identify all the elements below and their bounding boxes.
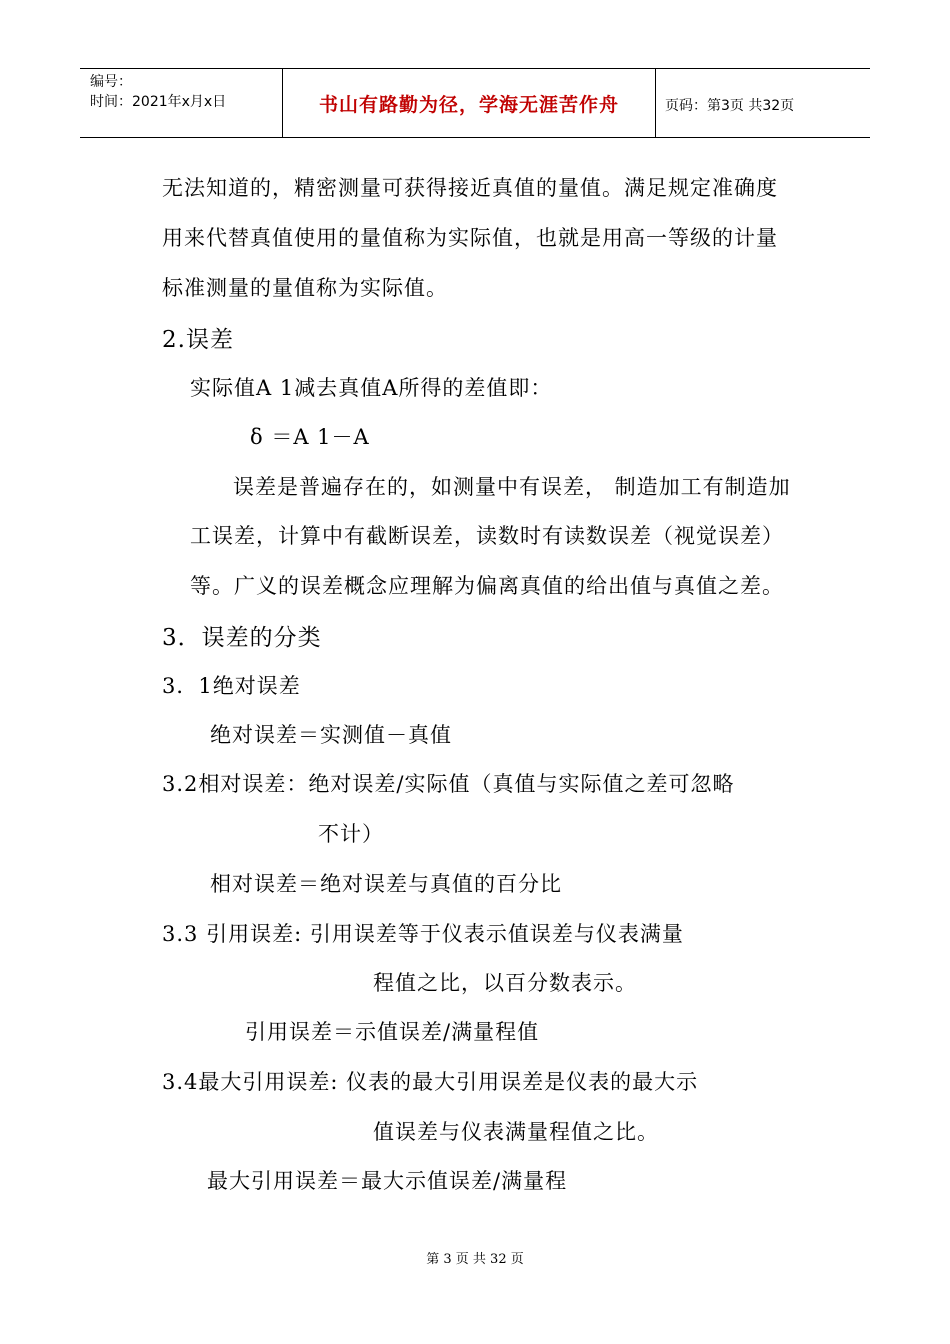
- subsection-heading: 3．1绝对误差: [162, 674, 301, 698]
- body-paragraph-line: 误差是普遍存在的，如测量中有误差， 制造加工有制造加: [233, 475, 791, 499]
- document-date-label: 时间：2021年x月x日: [90, 94, 227, 110]
- formula-line: 相对误差＝绝对误差与真值的百分比: [210, 872, 562, 896]
- body-paragraph-line: 标准测量的量值称为实际值。: [162, 276, 448, 300]
- page-footer: 第 3 页 共 32 页: [426, 1252, 524, 1267]
- body-paragraph-line: 无法知道的，精密测量可获得接近真值的量值。满足规定准确度: [162, 176, 778, 200]
- subsection-heading: 3.4最大引用误差: 仪表的最大引用误差是仪表的最大示: [162, 1070, 699, 1094]
- section-heading: 2.误差: [162, 327, 234, 353]
- header-motto-cell: [282, 69, 656, 137]
- body-paragraph-line: 值误差与仪表满量程值之比。: [373, 1120, 659, 1144]
- formula-line: 最大引用误差＝最大示值误差/满量程: [207, 1169, 568, 1193]
- header-page-cell: [655, 69, 870, 137]
- page-header: [80, 68, 870, 138]
- header-page-info: 页码：第3页 共32页: [665, 98, 795, 114]
- formula-line: δ ＝A 1－A: [250, 425, 370, 449]
- body-paragraph-line: 实际值A 1减去真值A所得的差值即：: [190, 376, 553, 400]
- body-paragraph-line: 工误差，计算中有截断误差，读数时有读数误差（视觉误差）: [190, 524, 784, 548]
- section-heading: 3．误差的分类: [162, 625, 322, 651]
- formula-line: 绝对误差＝实测值－真值: [210, 723, 452, 747]
- header-meta-cell: [80, 69, 282, 137]
- body-paragraph-line: 等。广义的误差概念应理解为偏离真值的给出值与真值之差。: [190, 574, 784, 598]
- body-paragraph-line: 程值之比，以百分数表示。: [373, 971, 637, 995]
- formula-line: 引用误差＝示值误差/满量程值: [245, 1020, 540, 1044]
- body-paragraph-line: 用来代替真值使用的量值称为实际值，也就是用高一等级的计量: [162, 226, 778, 250]
- document-number-label: 编号：: [90, 74, 132, 90]
- subsection-heading: 3.2相对误差：绝对误差/实际值（真值与实际值之差可忽略: [162, 772, 735, 796]
- header-motto: 书山有路勤为径，学海无涯苦作舟: [318, 94, 619, 116]
- body-paragraph-line: 不计）: [318, 822, 384, 846]
- subsection-heading: 3.3 引用误差: 引用误差等于仪表示值误差与仪表满量: [162, 922, 684, 946]
